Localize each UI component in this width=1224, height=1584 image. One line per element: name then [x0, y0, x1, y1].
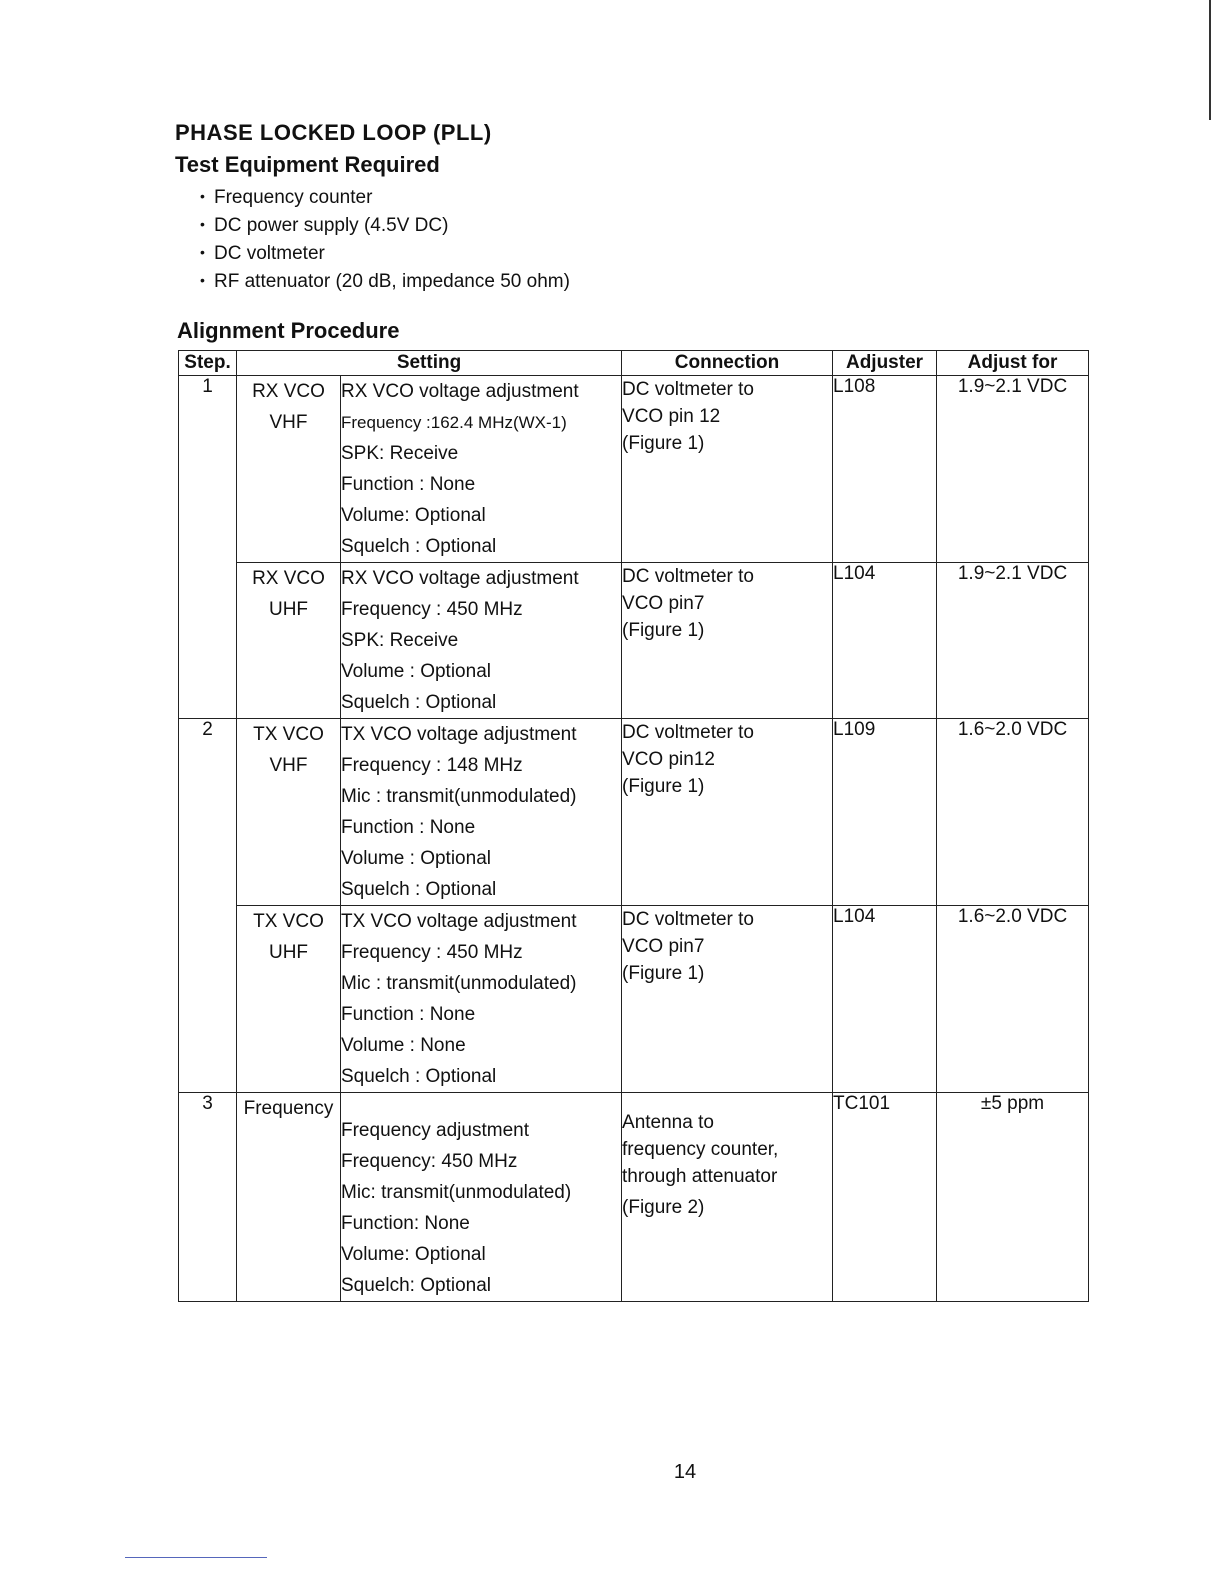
setting-line: Squelch : Optional: [341, 879, 497, 900]
column-header-step: Step.: [179, 351, 237, 376]
setting-line: Squelch : Optional: [341, 1066, 497, 1087]
setting-line: Frequency: 450 MHz: [341, 1151, 518, 1172]
connection-cell: [622, 376, 833, 563]
sub-setting-line: RX VCO: [252, 568, 325, 589]
setting-line: Squelch: Optional: [341, 1275, 491, 1296]
setting-line: Function : None: [341, 1004, 476, 1025]
adjuster-cell: L104: [833, 563, 937, 719]
column-header-connection: Connection: [622, 351, 833, 376]
setting-line: Squelch : Optional: [341, 536, 497, 557]
table-row: [179, 906, 1089, 1093]
sub-setting-line: VHF: [269, 412, 308, 433]
connection-cell: [622, 906, 833, 1093]
connection-cell: [622, 1093, 833, 1302]
column-header-setting: Setting: [237, 351, 622, 376]
setting-line: RX VCO voltage adjustment: [341, 381, 579, 402]
equipment-item: • Frequency counter: [200, 183, 570, 211]
column-header-adjust-for: Adjust for: [937, 351, 1089, 376]
setting-line: Frequency : 148 MHz: [341, 755, 523, 776]
table-header-row: [179, 351, 1089, 376]
connection-line: DC voltmeter to: [622, 379, 754, 400]
sub-setting: [237, 1093, 341, 1302]
equipment-item: • DC power supply (4.5V DC): [200, 211, 570, 239]
scan-edge-mark: [1209, 0, 1211, 120]
connection-line: VCO pin 12: [622, 406, 721, 427]
connection-line: (Figure 1): [622, 433, 705, 454]
table-row: [179, 376, 1089, 563]
setting-line: Frequency adjustment: [341, 1120, 529, 1141]
sub-setting-line: RX VCO: [252, 381, 325, 402]
section-heading-test-equipment: Test Equipment Required: [175, 152, 440, 177]
setting-details: [341, 376, 622, 563]
connection-line: Antenna to: [622, 1112, 714, 1133]
sub-setting-line: UHF: [268, 942, 309, 963]
equipment-item: • RF attenuator (20 dB, impedance 50 ohm): [200, 267, 570, 295]
setting-line: Function: None: [341, 1213, 470, 1234]
table-row: [179, 719, 1089, 906]
sub-setting: [237, 719, 341, 906]
alignment-table: [178, 350, 1089, 1302]
section-heading-alignment: Alignment Procedure: [177, 318, 400, 343]
setting-line: SPK: Receive: [341, 630, 459, 651]
equipment-item: • DC voltmeter: [200, 239, 570, 267]
sub-setting: [237, 906, 341, 1093]
adjust-for-cell: 1.9~2.1 VDC: [937, 376, 1089, 563]
setting-details: [341, 719, 622, 906]
adjuster-cell: L108: [833, 376, 937, 563]
adjust-for-cell: 1.6~2.0 VDC: [937, 719, 1089, 906]
setting-details: [341, 906, 622, 1093]
sub-setting: [237, 376, 341, 563]
setting-details: [341, 563, 622, 719]
connection-cell: [622, 719, 833, 906]
setting-line: Mic : transmit(unmodulated): [341, 786, 577, 807]
setting-line: Mic : transmit(unmodulated): [341, 973, 577, 994]
page-number: 14: [673, 1461, 697, 1483]
connection-line: frequency counter,: [622, 1139, 779, 1160]
adjust-for-cell: 1.6~2.0 VDC: [937, 906, 1089, 1093]
adjust-for-cell: 1.9~2.1 VDC: [937, 563, 1089, 719]
adjuster-cell: L104: [833, 906, 937, 1093]
setting-line: Squelch : Optional: [341, 692, 497, 713]
setting-line: RX VCO voltage adjustment: [341, 568, 579, 589]
page-title: PHASE LOCKED LOOP (PLL): [175, 120, 492, 145]
setting-line: Volume: Optional: [341, 1244, 486, 1265]
setting-line: TX VCO voltage adjustment: [341, 911, 577, 932]
sub-setting-line: TX VCO: [253, 911, 324, 932]
setting-line: Volume : Optional: [341, 661, 491, 682]
setting-line: TX VCO voltage adjustment: [341, 724, 577, 745]
connection-line: VCO pin7: [622, 593, 705, 614]
sub-setting-line: TX VCO: [253, 724, 324, 745]
connection-cell: [622, 563, 833, 719]
adjust-for-cell: ±5 ppm: [937, 1093, 1089, 1302]
setting-line: Volume: Optional: [341, 505, 486, 526]
setting-line: SPK: Receive: [341, 443, 459, 464]
step-number: 3: [179, 1093, 237, 1302]
adjuster-cell: TC101: [833, 1093, 937, 1302]
sub-setting-line: UHF: [268, 599, 309, 620]
connection-line: VCO pin12: [622, 749, 715, 770]
connection-line: through attenuator: [622, 1166, 778, 1187]
connection-line: DC voltmeter to: [622, 722, 754, 743]
setting-line: Volume : None: [341, 1035, 466, 1056]
adjuster-cell: L109: [833, 719, 937, 906]
table-row: [179, 1093, 1089, 1302]
connection-line: (Figure 1): [622, 776, 705, 797]
sub-setting: [237, 563, 341, 719]
equipment-list: [200, 183, 570, 295]
sub-setting-line: VHF: [269, 755, 308, 776]
setting-line: Frequency :162.4 MHz(WX-1): [341, 413, 567, 432]
connection-line: VCO pin7: [622, 936, 705, 957]
setting-line: Volume : Optional: [341, 848, 491, 869]
step-number: 2: [179, 719, 237, 1093]
setting-line: Frequency : 450 MHz: [341, 599, 523, 620]
setting-line: Mic: transmit(unmodulated): [341, 1182, 572, 1203]
setting-line: Frequency : 450 MHz: [341, 942, 523, 963]
sub-setting-line: Frequency: [243, 1098, 334, 1119]
connection-line: DC voltmeter to: [622, 566, 754, 587]
setting-details: [341, 1093, 622, 1302]
setting-line: Function : None: [341, 474, 476, 495]
connection-line: DC voltmeter to: [622, 909, 754, 930]
scan-underline-mark: [125, 1557, 267, 1558]
setting-line: Function : None: [341, 817, 476, 838]
connection-line: (Figure 1): [622, 963, 705, 984]
connection-line: (Figure 1): [622, 620, 705, 641]
table-row: [179, 563, 1089, 719]
column-header-adjuster: Adjuster: [833, 351, 937, 376]
step-number: 1: [179, 376, 237, 719]
connection-line: (Figure 2): [622, 1197, 705, 1218]
